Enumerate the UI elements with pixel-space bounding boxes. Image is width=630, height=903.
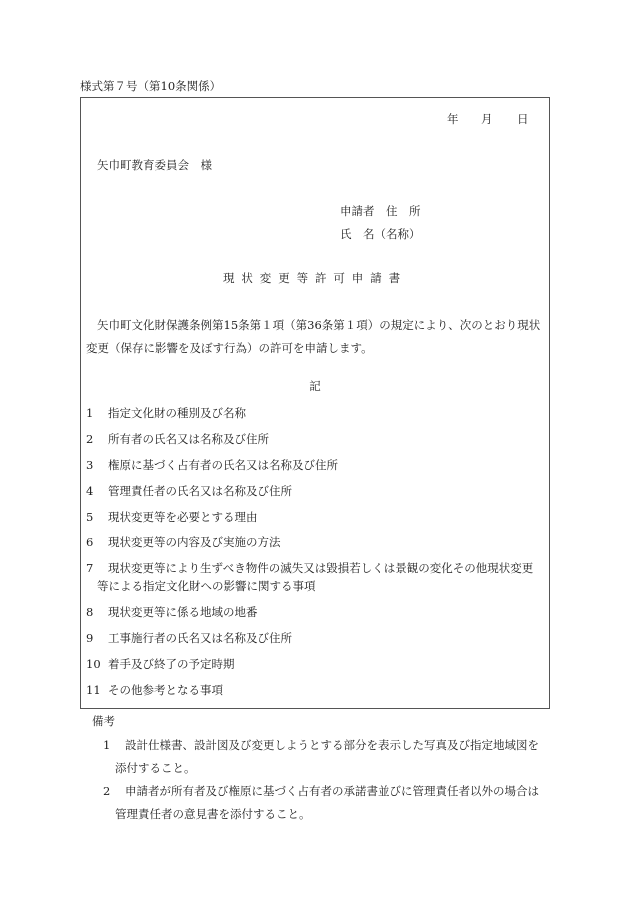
item-number: 9 <box>86 631 94 645</box>
item-number: 6 <box>86 535 94 549</box>
list-item <box>86 633 292 645</box>
item-text: 指定文化財の種別及び名称 <box>108 406 246 420</box>
list-item <box>86 537 281 549</box>
remark-note <box>103 786 539 798</box>
item-number: 4 <box>86 484 94 498</box>
item-number: 5 <box>86 510 94 524</box>
item-text: 現状変更等の内容及び実施の方法 <box>108 535 281 549</box>
item-number: 10 <box>86 657 101 671</box>
note-continuation: 添付すること。 <box>115 761 196 775</box>
body-text-line-2: 変更（保存に影響を及ぼす行為）の許可を申請します。 <box>86 341 373 355</box>
item-text: 権原に基づく占有者の氏名又は名称及び住所 <box>108 458 338 472</box>
note-number: 1 <box>103 738 111 752</box>
list-item <box>86 408 246 420</box>
item-number: 8 <box>86 605 94 619</box>
remarks-heading: 備考 <box>92 714 115 728</box>
list-item <box>86 486 292 498</box>
item-text: 工事施行者の氏名又は名称及び住所 <box>108 631 292 645</box>
form-number-label: 様式第７号（第10条関係） <box>80 79 222 93</box>
note-text: 設計仕様書、設計図及び変更しようとする部分を表示した写真及び指定地域図を <box>125 738 539 752</box>
item-text: 現状変更等により生ずべき物件の滅失又は毀損若しくは景観の変化その他現状変更 <box>108 561 534 575</box>
item-continuation: 等による指定文化財への影響に関する事項 <box>97 579 316 593</box>
note-number: 2 <box>103 784 111 798</box>
list-item <box>86 607 258 619</box>
note-text: 申請者が所有者及び権原に基づく占有者の承諾書並びに管理責任者以外の場合は <box>125 784 539 798</box>
list-item <box>86 460 338 472</box>
remark-note <box>103 740 539 752</box>
item-number: 3 <box>86 458 94 472</box>
item-text: 現状変更等に係る地域の地番 <box>108 605 258 619</box>
applicant-address-label: 申請者 住 所 <box>340 204 421 218</box>
note-continuation: 管理責任者の意見書を添付すること。 <box>115 807 311 821</box>
list-item <box>86 512 258 524</box>
item-text: 管理責任者の氏名又は名称及び住所 <box>108 484 292 498</box>
item-number: 2 <box>86 432 94 446</box>
item-text: 着手及び終了の予定時期 <box>108 657 235 671</box>
date-year-label: 年 <box>447 112 459 126</box>
list-item <box>86 434 269 446</box>
body-text-line-1: 矢巾町文化財保護条例第15条第１項（第36条第１項）の規定により、次のとおり現状 <box>97 318 541 332</box>
ki-heading: 記 <box>309 379 321 393</box>
list-item <box>86 685 223 697</box>
item-number: 1 <box>86 406 94 420</box>
list-item <box>86 659 235 671</box>
document-title: 現状変更等許可申請書 <box>223 271 407 285</box>
item-number: 7 <box>86 561 94 575</box>
item-text: その他参考となる事項 <box>108 683 223 697</box>
item-text: 所有者の氏名又は名称及び住所 <box>108 432 269 446</box>
item-number: 11 <box>86 683 101 697</box>
date-line <box>447 114 529 126</box>
item-text: 現状変更等を必要とする理由 <box>108 510 258 524</box>
date-month-label: 月 <box>481 112 493 126</box>
date-day-label: 日 <box>517 112 529 126</box>
applicant-name-label: 氏 名（名称） <box>340 227 421 241</box>
list-item <box>86 563 533 575</box>
addressee: 矢巾町教育委員会 様 <box>97 158 212 172</box>
